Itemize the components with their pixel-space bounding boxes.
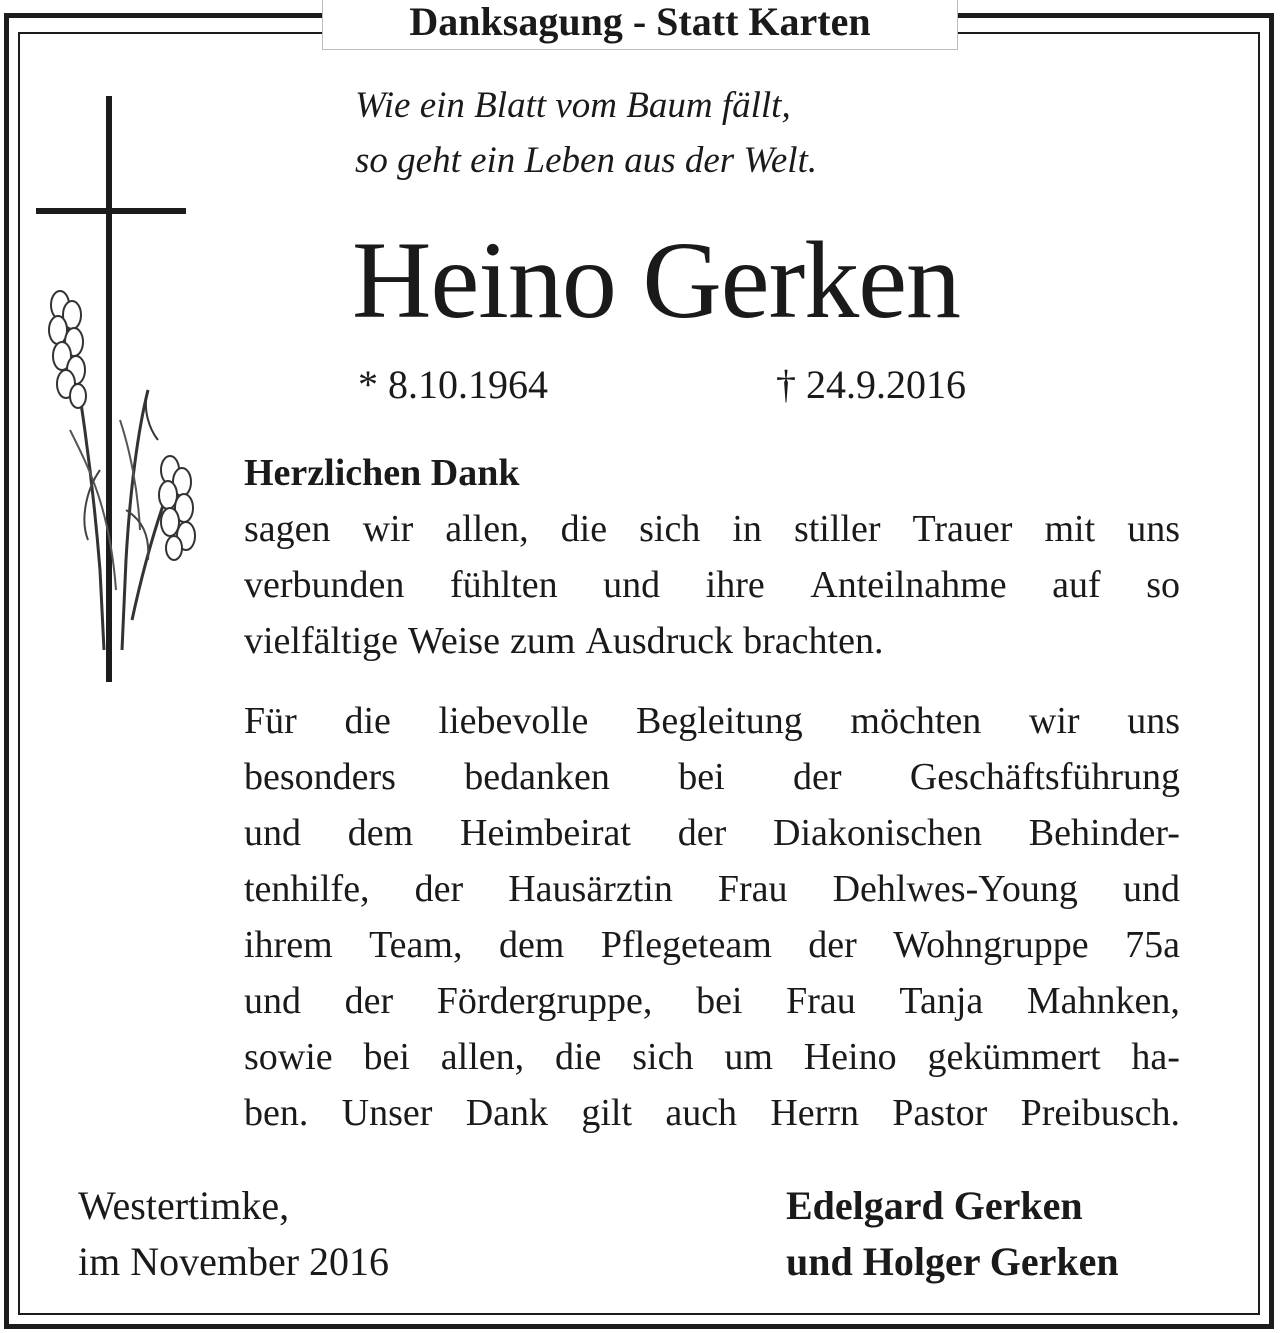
word: ha- [1131,1036,1180,1078]
word: Heimbeirat [460,812,631,854]
word: bedanken [464,756,610,798]
word: sowie [244,1036,333,1078]
signer-line-2: und Holger Gerken [786,1239,1119,1284]
word: allen, [440,1036,525,1078]
date: im November 2016 [78,1239,390,1284]
word: sich [632,1036,694,1078]
word: Anteilnahme [810,564,1007,606]
word: Diakonischen [773,812,982,854]
paragraph-line [244,805,1180,861]
word: Heino [803,1036,897,1078]
thanks-paragraph-1 [244,501,1180,669]
verse-line-2: so geht ein Leben aus der Welt. [355,140,818,181]
word: und [603,564,661,606]
word: Weise [408,620,500,662]
word: so [1146,564,1180,606]
word: uns [1127,508,1180,550]
word: und [1122,868,1180,910]
word: Für [244,700,297,742]
verse [355,78,1055,188]
word: ihre [705,564,765,606]
word: sagen [244,508,331,550]
notice-header-title: Danksagung - Statt Karten [409,0,871,44]
word: gilt [581,1092,633,1134]
paragraph-line [244,693,1180,749]
thanks-paragraph-2 [244,693,1180,1141]
word: wir [362,508,414,550]
word: auf [1052,564,1101,606]
word: dem [347,812,414,854]
word: bei [696,980,743,1022]
word: Geschäftsführung [909,756,1180,798]
death-date: † 24.9.2016 [776,362,966,407]
paragraph-line [244,613,1180,669]
word: Preibusch. [1020,1092,1180,1134]
word: brachten. [743,620,884,662]
word: Dehlwes-Young [832,868,1078,910]
word: Mahnken, [1026,980,1180,1022]
word: Herrn [770,1092,859,1134]
paragraph-line [244,501,1180,557]
thanks-title: Herzlichen Dank [244,452,520,494]
word: Dank [465,1092,549,1134]
word: bei [678,756,725,798]
word: und [244,812,301,854]
word: Pastor [892,1092,988,1134]
word: ihrem [244,924,333,966]
word: mit [1044,508,1096,550]
word: stiller [793,508,881,550]
word: allen, [445,508,529,550]
place-and-date [78,1178,389,1290]
notice-header [322,0,958,50]
paragraph-line [244,557,1180,613]
word: und [244,980,301,1022]
word: fühlten [449,564,558,606]
word: dem [498,924,565,966]
deceased-name: Heino Gerken [352,219,961,341]
signers [786,1178,1119,1290]
word: tenhilfe, [244,868,370,910]
word: Begleitung [636,700,803,742]
verse-line-1: Wie ein Blatt vom Baum fällt, [355,85,791,126]
word: besonders [244,756,396,798]
word: der [344,980,394,1022]
paragraph-line [244,749,1180,805]
word: verbunden [244,564,405,606]
word: bei [363,1036,410,1078]
word: liebevolle [438,700,589,742]
word: Pflegeteam [600,924,772,966]
word: zum [509,620,576,662]
word: uns [1127,700,1180,742]
paragraph-line [244,1085,1180,1141]
word: 75a [1125,924,1180,966]
word: Hausärztin [508,868,673,910]
word: Frau [786,980,856,1022]
word: Behinder- [1028,812,1180,854]
paragraph-line [244,861,1180,917]
word: Ausdruck [585,620,734,662]
word: wir [1028,700,1080,742]
word: Tanja [899,980,984,1022]
word: die [554,1036,602,1078]
word: gekümmert [927,1036,1101,1078]
word: in [732,508,762,550]
word: der [677,812,727,854]
paragraph-line [244,1029,1180,1085]
word: möchten [850,700,982,742]
signer-line-1: Edelgard Gerken [786,1183,1083,1228]
word: Frau [717,868,788,910]
place: Westertimke, [78,1183,290,1228]
paragraph-line [244,917,1180,973]
word: ben. [244,1092,309,1134]
word: die [344,700,391,742]
word: Wohngruppe [893,924,1089,966]
word: Team, [369,924,463,966]
word: der [808,924,857,966]
word: um [724,1036,773,1078]
word: Unser [341,1092,433,1134]
word: auch [665,1092,738,1134]
word: der [793,756,842,798]
word: sich [639,508,701,550]
word: die [560,508,608,550]
cross-with-wheat-icon [30,90,210,690]
word: Fördergruppe, [436,980,653,1022]
paragraph-line [244,973,1180,1029]
word: der [414,868,464,910]
birth-date: * 8.10.1964 [358,362,548,407]
word: vielfältige [244,620,399,662]
word: Trauer [912,508,1013,550]
